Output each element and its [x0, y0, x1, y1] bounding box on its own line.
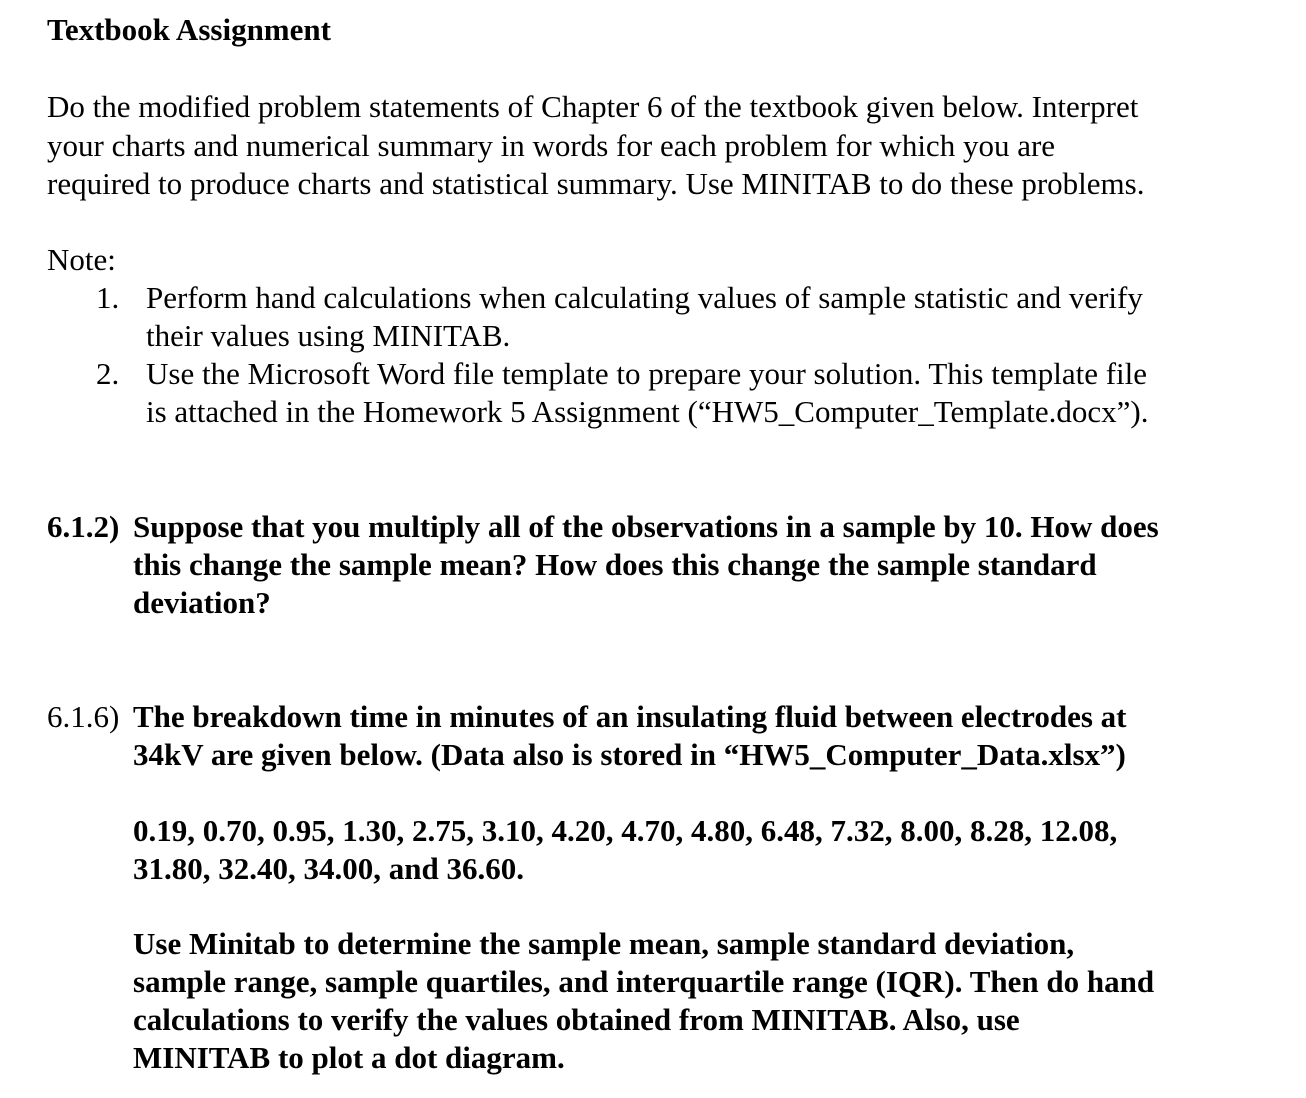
note-item-line: is attached in the Homework 5 Assignment (“HW5_Computer_Template.docx”).	[146, 394, 1149, 429]
problem-instructions	[133, 925, 1154, 1077]
problem-statement	[133, 508, 1159, 622]
instruction-line: MINITAB to plot a dot diagram.	[133, 1040, 565, 1075]
note-item-number: 2.	[96, 356, 120, 391]
problem-number: 6.1.6)	[47, 699, 120, 734]
problem-number: 6.1.2)	[47, 509, 120, 544]
problem-line: Suppose that you multiply all of the observations in a sample by 10. How does	[133, 509, 1159, 544]
note-item-line: their values using MINITAB.	[146, 318, 511, 353]
problem-line: deviation?	[133, 585, 271, 620]
problem-6-1-6	[47, 698, 1277, 774]
intro-line: your charts and numerical summary in words for each problem for which you are	[47, 127, 1056, 163]
intro-line: Do the modified problem statements of Chapter 6 of the textbook given below. Interpret	[47, 89, 1139, 124]
problem-6-1-2	[47, 508, 1277, 622]
problem-line: 34kV are given below. (Data also is stored in “HW5_Computer_Data.xlsx”)	[133, 737, 1126, 772]
intro-line: required to produce charts and statistical summary. Use MINITAB to do these problems.	[47, 166, 1145, 201]
note-label: Note:	[47, 242, 116, 277]
page-title: Textbook Assignment	[47, 12, 331, 47]
data-line: 0.19, 0.70, 0.95, 1.30, 2.75, 3.10, 4.20, 4.70, 4.80, 6.48, 7.32, 8.00, 8.28, 12.08,	[133, 813, 1118, 848]
note-item-line: Use the Microsoft Word file template to prepare your solution. This template file	[146, 356, 1148, 391]
data-line: 31.80, 32.40, 34.00, and 36.60.	[133, 851, 524, 886]
instruction-line: Use Minitab to determine the sample mean, sample standard deviation,	[133, 926, 1075, 961]
note-item-line: Perform hand calculations when calculating values of sample statistic and verify	[146, 280, 1143, 315]
problem-line: The breakdown time in minutes of an insulating fluid between electrodes at	[133, 699, 1127, 734]
problem-statement	[133, 698, 1126, 774]
note-item-1	[96, 279, 1276, 355]
note-item-text	[146, 355, 1149, 431]
note-item-text	[146, 279, 1143, 355]
note-item-number: 1.	[96, 280, 120, 315]
note-item-2	[96, 355, 1276, 431]
intro-paragraph	[47, 88, 1277, 204]
data-values	[133, 812, 1117, 888]
instruction-line: sample range, sample quartiles, and interquartile range (IQR). Then do hand	[133, 964, 1155, 999]
instruction-line: calculations to verify the values obtained from MINITAB. Also, use	[133, 1002, 1020, 1037]
problem-line: this change the sample mean? How does this change the sample standard	[133, 547, 1097, 582]
